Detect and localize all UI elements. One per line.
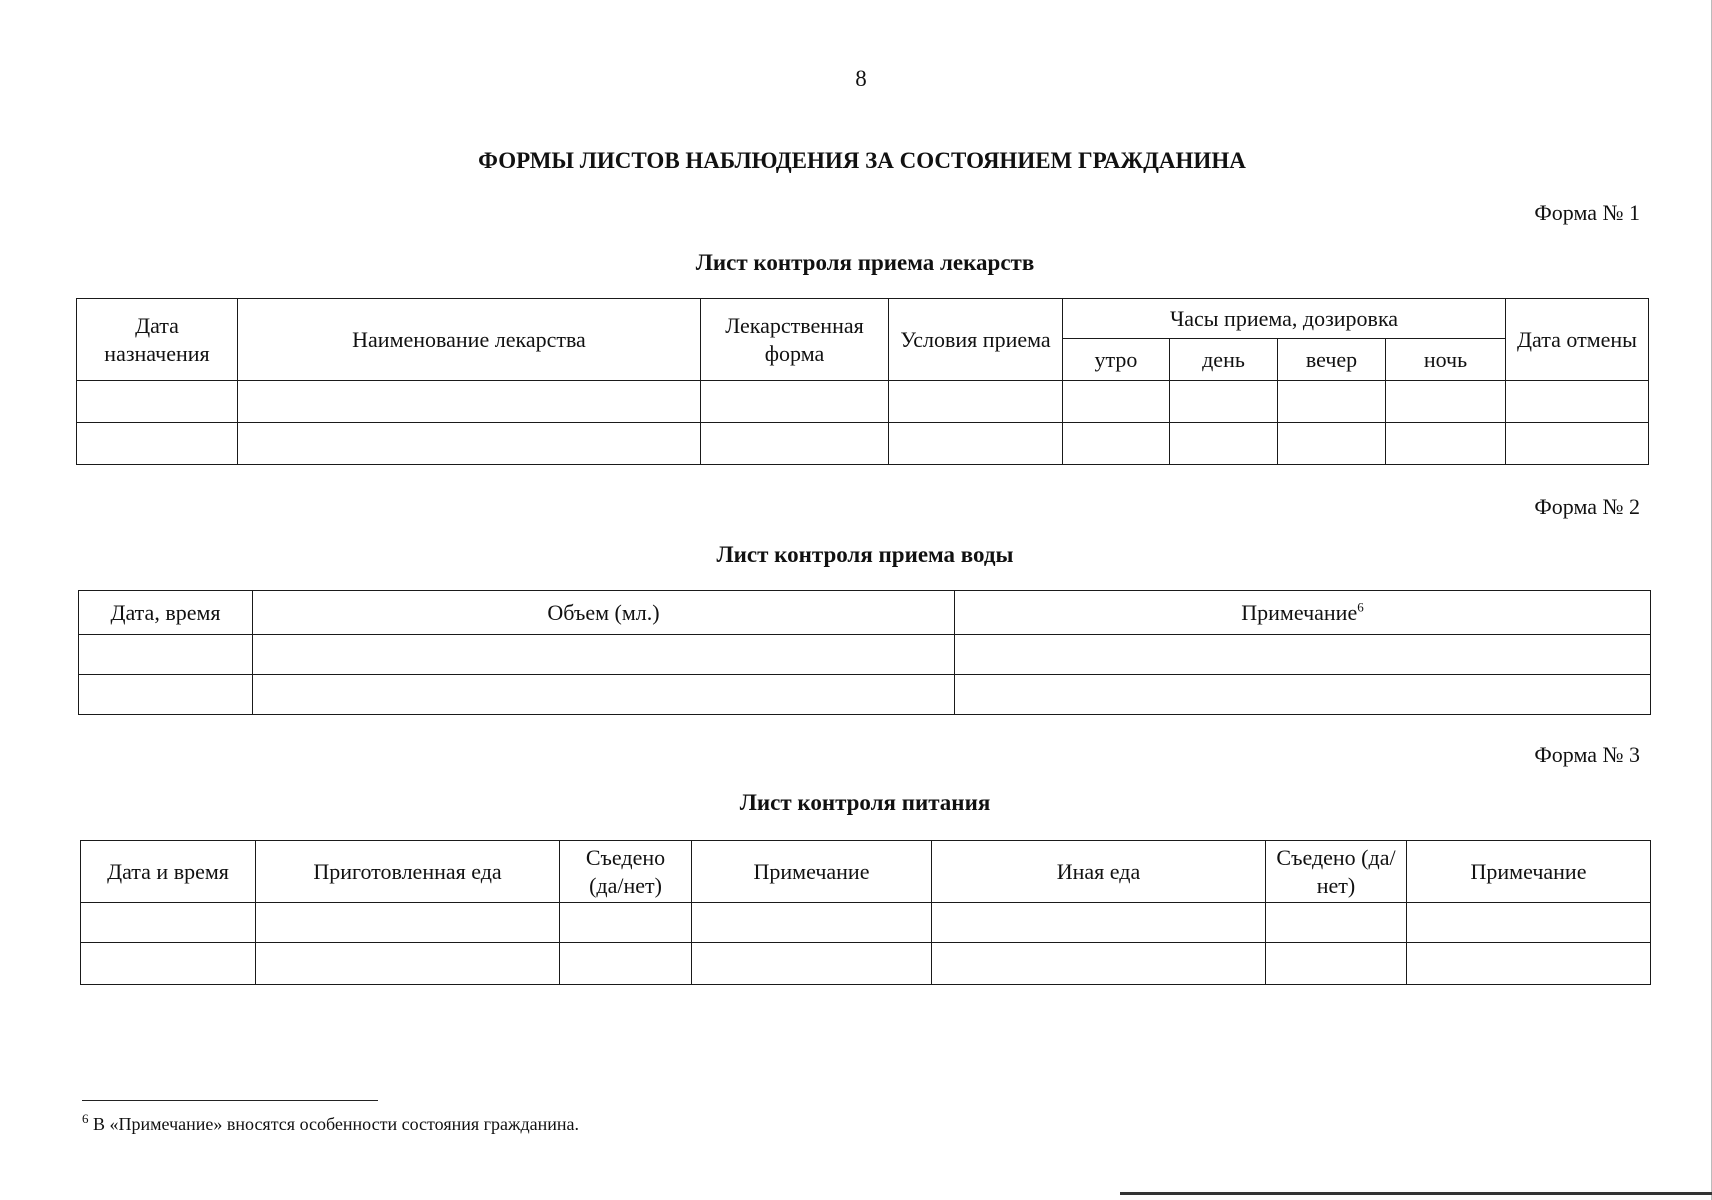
header-note: Примечание [692,841,932,903]
table-cell[interactable] [238,423,701,465]
table-cell[interactable] [79,635,253,675]
footnote-mark: 6 [82,1111,89,1126]
table-row [81,903,1651,943]
table-cell[interactable] [238,381,701,423]
form3-title: Лист контроля питания [739,790,991,815]
header-drug-name: Наименование лекарства [238,299,701,381]
table-row [79,675,1651,715]
table-cell[interactable] [1407,903,1651,943]
header-morning: утро [1063,339,1170,381]
table-row [77,381,1649,423]
header-eaten: Съедено (да/нет) [1266,841,1407,903]
footnote-divider [82,1100,378,1101]
table-cell[interactable] [889,381,1063,423]
header-drug-form: Лекарственная форма [701,299,889,381]
footnote-text: В «Примечание» вносятся особенности состояния гражданина. [93,1114,579,1134]
table-cell[interactable] [1506,423,1649,465]
page-number: 8 [855,66,867,91]
form1-label: Форма № 1 [1534,200,1640,225]
header-conditions: Условия приема [889,299,1063,381]
header-hours-dosage: Часы приема, дозировка [1063,299,1506,339]
header-night: ночь [1386,339,1506,381]
table-cell[interactable] [256,903,560,943]
footnote-ref: 6 [1357,599,1364,615]
form2-label: Форма № 2 [1534,494,1640,519]
table-cell[interactable] [79,675,253,715]
table-cell[interactable] [77,381,238,423]
table-cell[interactable] [1407,943,1651,985]
table-cell[interactable] [692,943,932,985]
table-cell[interactable] [1266,943,1407,985]
table-cell[interactable] [1386,423,1506,465]
form1-title: Лист контроля приема лекарств [695,250,1035,275]
page-title: ФОРМЫ ЛИСТОВ НАБЛЮДЕНИЯ ЗА СОСТОЯНИЕМ ГРАЖДАНИНА [478,148,1246,173]
header-note-label: Примечание [1241,599,1358,625]
scan-bottom-edge [1120,1192,1712,1195]
table-cell[interactable] [256,943,560,985]
header-note [955,591,1651,635]
table-cell[interactable] [1170,381,1278,423]
table-cell[interactable] [253,635,955,675]
table-cell[interactable] [1278,423,1386,465]
header-day: день [1170,339,1278,381]
header-date-assigned: Дата назначения [77,299,238,381]
table-cell[interactable] [81,903,256,943]
header-date-cancel: Дата отмены [1506,299,1649,381]
header-note: Примечание [1407,841,1651,903]
header-other-food: Иная еда [932,841,1266,903]
table-cell[interactable] [1506,381,1649,423]
table-cell[interactable] [253,675,955,715]
table-cell[interactable] [1063,381,1170,423]
header-eaten: Съедено (да/нет) [560,841,692,903]
water-table [78,590,1651,715]
table-cell[interactable] [81,943,256,985]
table-cell[interactable] [692,903,932,943]
table-cell[interactable] [701,423,889,465]
header-volume: Объем (мл.) [253,591,955,635]
table-cell[interactable] [77,423,238,465]
form3-label: Форма № 3 [1534,742,1640,767]
table-cell[interactable] [955,635,1651,675]
table-cell[interactable] [1386,381,1506,423]
table-cell[interactable] [1266,903,1407,943]
table-cell[interactable] [1063,423,1170,465]
table-cell[interactable] [889,423,1063,465]
table-row [77,423,1649,465]
form2-title: Лист контроля приема воды [716,542,1014,567]
medication-table [76,298,1649,465]
table-row [79,635,1651,675]
header-datetime: Дата, время [79,591,253,635]
table-cell[interactable] [955,675,1651,715]
table-cell[interactable] [701,381,889,423]
table-cell[interactable] [932,943,1266,985]
table-cell[interactable] [560,943,692,985]
table-row [81,943,1651,985]
table-cell[interactable] [932,903,1266,943]
table-cell[interactable] [560,903,692,943]
table-cell[interactable] [1278,381,1386,423]
header-datetime: Дата и время [81,841,256,903]
header-prepared-food: Приготовленная еда [256,841,560,903]
food-table [80,840,1651,985]
header-evening: вечер [1278,339,1386,381]
table-cell[interactable] [1170,423,1278,465]
footnote [82,1111,579,1135]
